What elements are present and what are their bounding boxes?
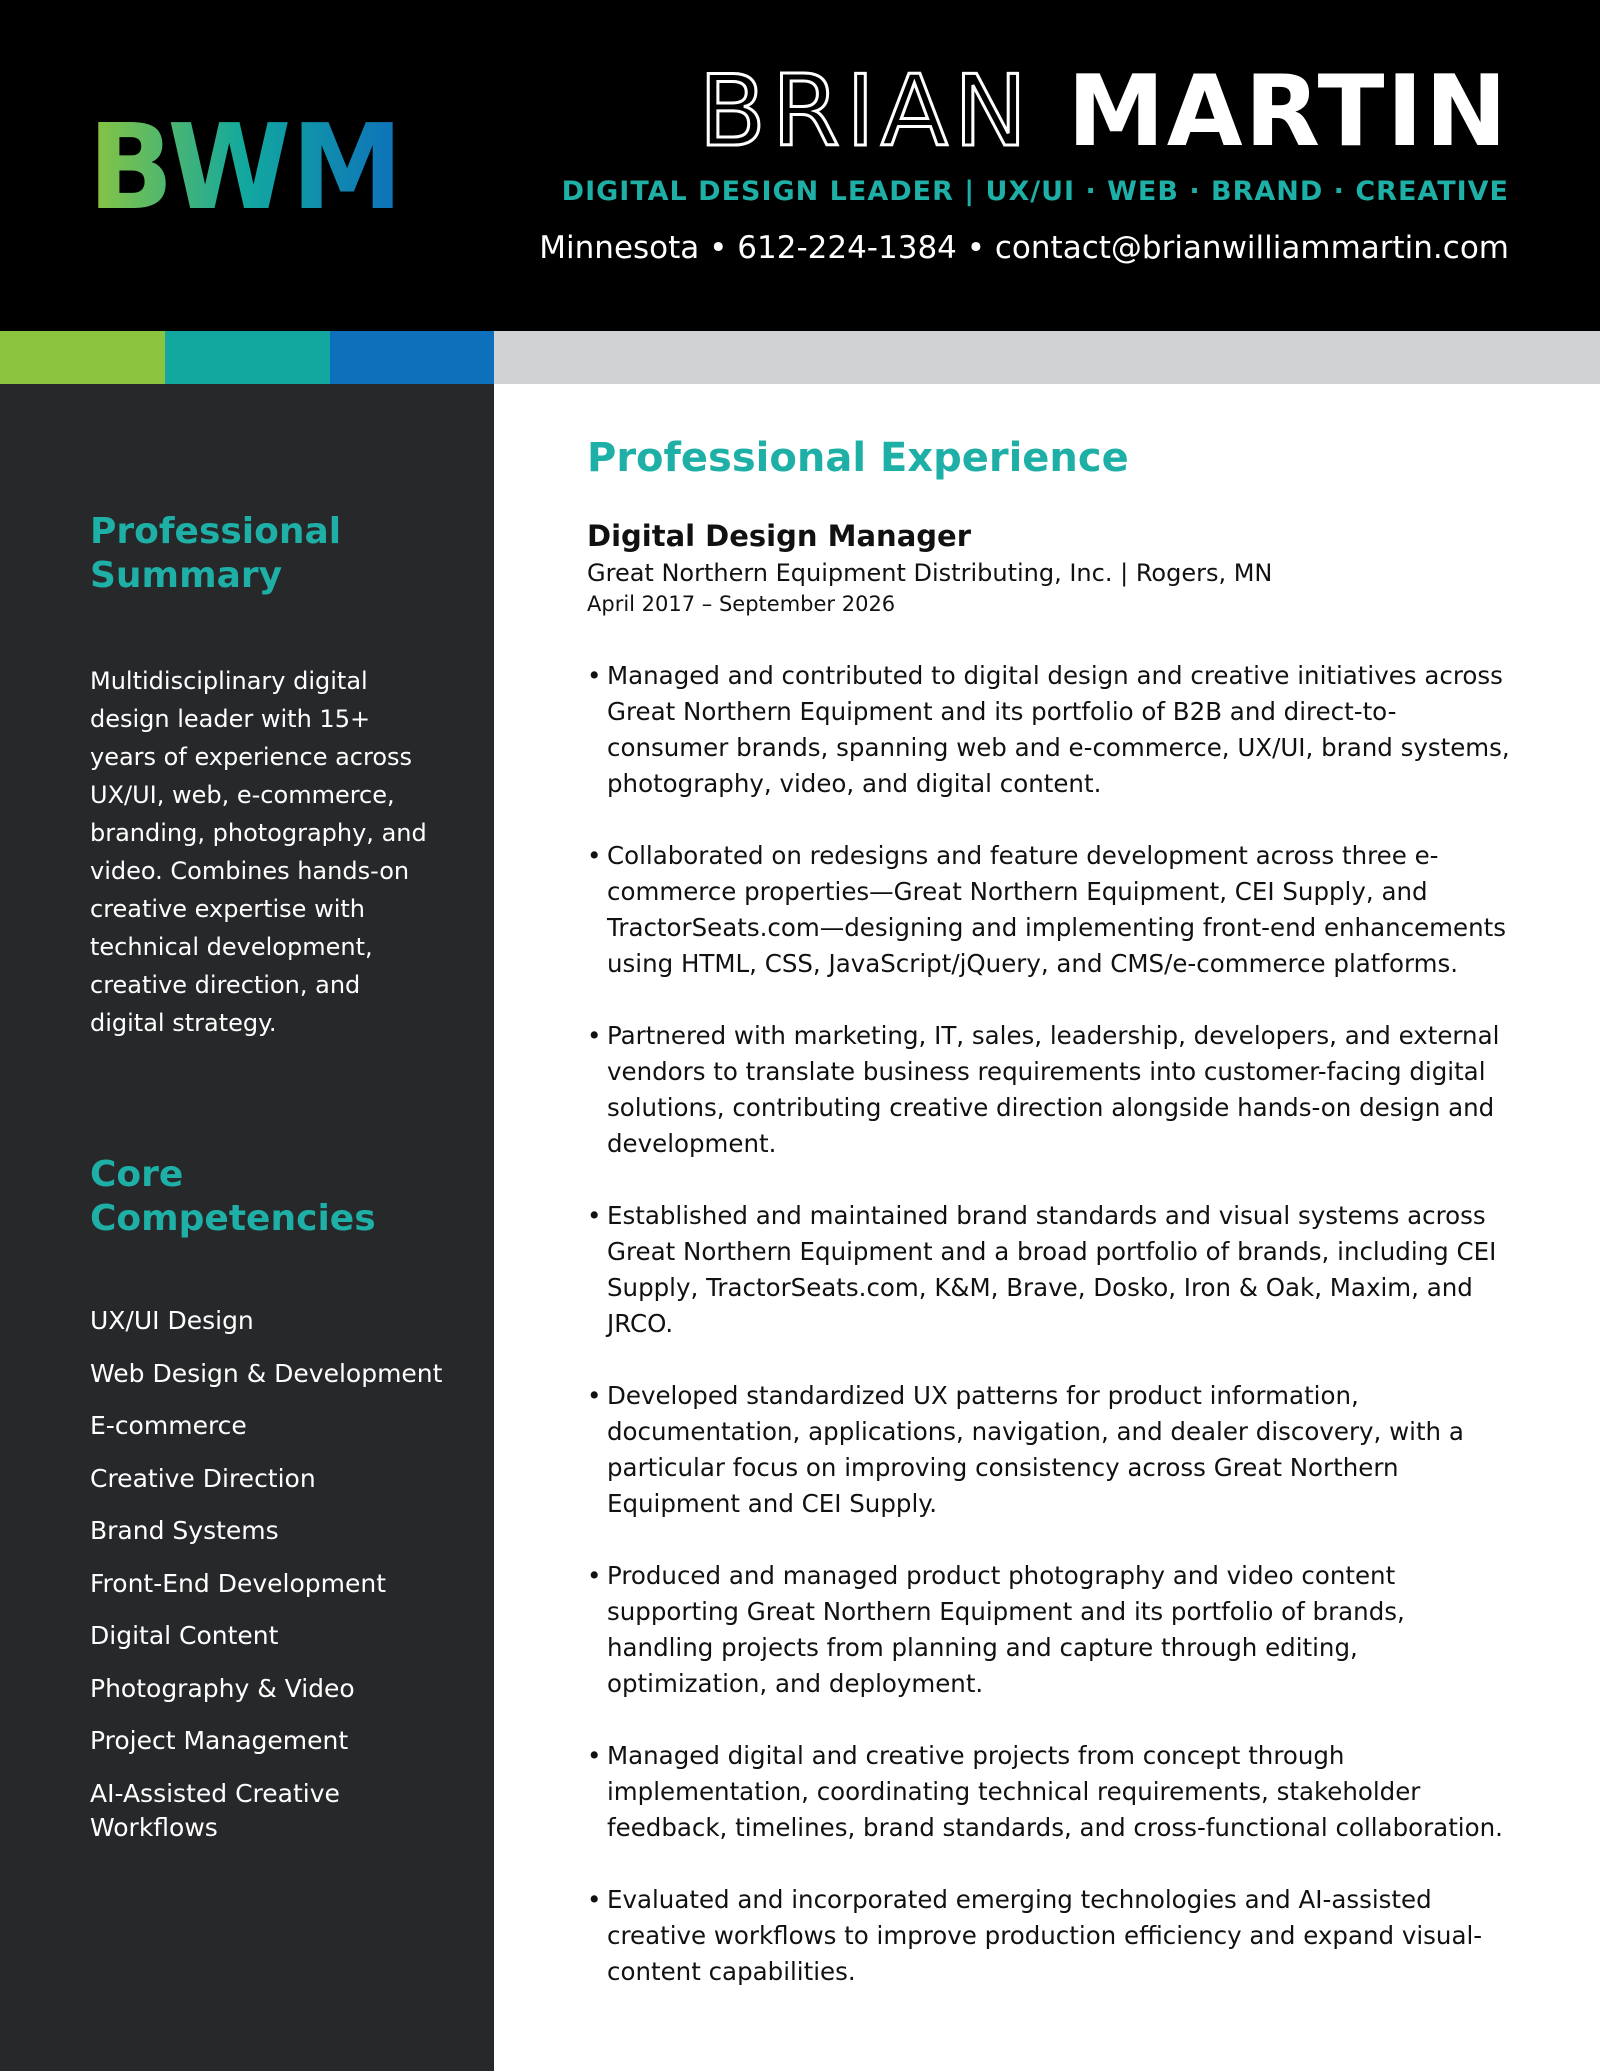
last-name: MARTIN [1067,55,1509,169]
job-bullet [587,1378,1517,1522]
color-bar-gray [494,331,1600,384]
competency-item: Web Design & Development [90,1358,443,1388]
job-bullet-text: Produced and managed product photography and video content supporting Great Northern Equipment and its portfolio of brands, handling projects from planning and capture through editing, optimization, and deployment. [607,1561,1405,1698]
bullet-dot-icon: • [587,661,602,690]
job-company: Great Northern Equipment Distributing, Inc. | Rogers, MN [587,559,1273,587]
job-bullet-text: Managed and contributed to digital design and creative initiatives across Great Northern Equipment and its portfolio of B2B and direct-to-consumer brands, spanning web and e-commerce, UX/UI, brand systems, photography, video, and digital content. [607,661,1510,798]
bullet-dot-icon: • [587,1561,602,1590]
bullet-dot-icon: • [587,1021,602,1050]
competency-item: Front-End Development [90,1568,387,1598]
color-bar-blue [330,331,494,384]
resume-header [0,0,1600,331]
job-bullet [587,1882,1517,1990]
competency-item: E-commerce [90,1411,247,1440]
svg-text:BWM: BWM [88,110,403,220]
competencies-heading-line2: Competencies [90,1198,376,1239]
job-title: Digital Design Manager [587,519,971,553]
bullet-dot-icon: • [587,1885,602,1914]
competencies-list [90,1304,470,1863]
job-bullet-text: Established and maintained brand standards and visual systems across Great Northern Equipment and a broad portfolio of brands, including CEI Supply, TractorSeats.com, K&M, Brave, Dosko, Iron & Oak, Maxim, and JRCO. [607,1201,1497,1338]
bwm-logo [88,110,408,220]
job-bullet [587,1018,1517,1162]
competency-item: AI-Assisted Creative Workflows [90,1778,340,1842]
color-bar-teal [165,331,330,384]
job-bullet-text: Collaborated on redesigns and feature development across three e-commerce properties—Great Northern Equipment, CEI Supply, and TractorSeats.com—designing and implementing front-end enhancements using HTML, CSS, JavaScript/jQuery, and CMS/e-commerce platforms. [607,841,1507,978]
job-bullet [587,1558,1517,1702]
job-bullet [587,1198,1517,1342]
job-bullet [587,658,1517,802]
job-bullet [587,1738,1517,1846]
contact-info: Minnesota • 612-224-1384 • contact@brianwilliammartin.com [539,230,1509,266]
job-bullet-text: Managed digital and creative projects from concept through implementation, coordinating technical requirements, stakeholder feedback, timelines, brand standards, and cross-functional collaboration. [607,1741,1503,1842]
competency-item: Photography & Video [90,1673,355,1703]
full-name [699,52,1509,172]
competency-item: Creative Direction [90,1463,316,1493]
bullet-dot-icon: • [587,1741,602,1770]
competency-item: UX/UI Design [90,1306,254,1335]
job-bullet [587,838,1517,982]
experience-heading: Professional Experience [587,435,1129,481]
summary-heading [90,510,470,598]
first-name: BRIAN [698,55,1034,169]
bullet-dot-icon: • [587,1381,602,1410]
competencies-heading-line1: Core [90,1154,184,1195]
summary-text: Multidisciplinary digital design leader with 15+ years of experience across UX/UI, web, e-commerce, branding, photography, and video. Combines hands-on creative expertise with technical development, creative direction, and digital strategy. [90,667,427,1037]
bullet-dot-icon: • [587,1201,602,1230]
job-dates: April 2017 – September 2026 [587,592,896,616]
competency-item: Project Management [90,1726,349,1755]
tagline: DIGITAL DESIGN LEADER | UX/UI · WEB · BRAND · CREATIVE [561,176,1509,207]
competencies-heading [90,1153,470,1241]
summary-heading-line1: Professional [90,511,342,552]
color-bar-green [0,331,165,384]
job-bullet-text: Partnered with marketing, IT, sales, leadership, developers, and external vendors to translate business requirements into customer-facing digital solutions, contributing creative direction alongside hands-on design and development. [607,1021,1500,1158]
job-bullets [587,658,1517,2026]
competency-item: Brand Systems [90,1516,279,1545]
job-bullet-text: Developed standardized UX patterns for product information, documentation, applications, navigation, and dealer discovery, with a particular focus on improving consistency across Great Northern Equipment and CEI Supply. [607,1381,1464,1518]
bwm-logo-graphic [88,110,408,220]
job-bullet-text: Evaluated and incorporated emerging technologies and AI-assisted creative workflows to improve production efficiency and expand visual-content capabilities. [607,1885,1483,1986]
summary-heading-line2: Summary [90,555,283,596]
bullet-dot-icon: • [587,841,602,870]
competency-item: Digital Content [90,1621,279,1650]
